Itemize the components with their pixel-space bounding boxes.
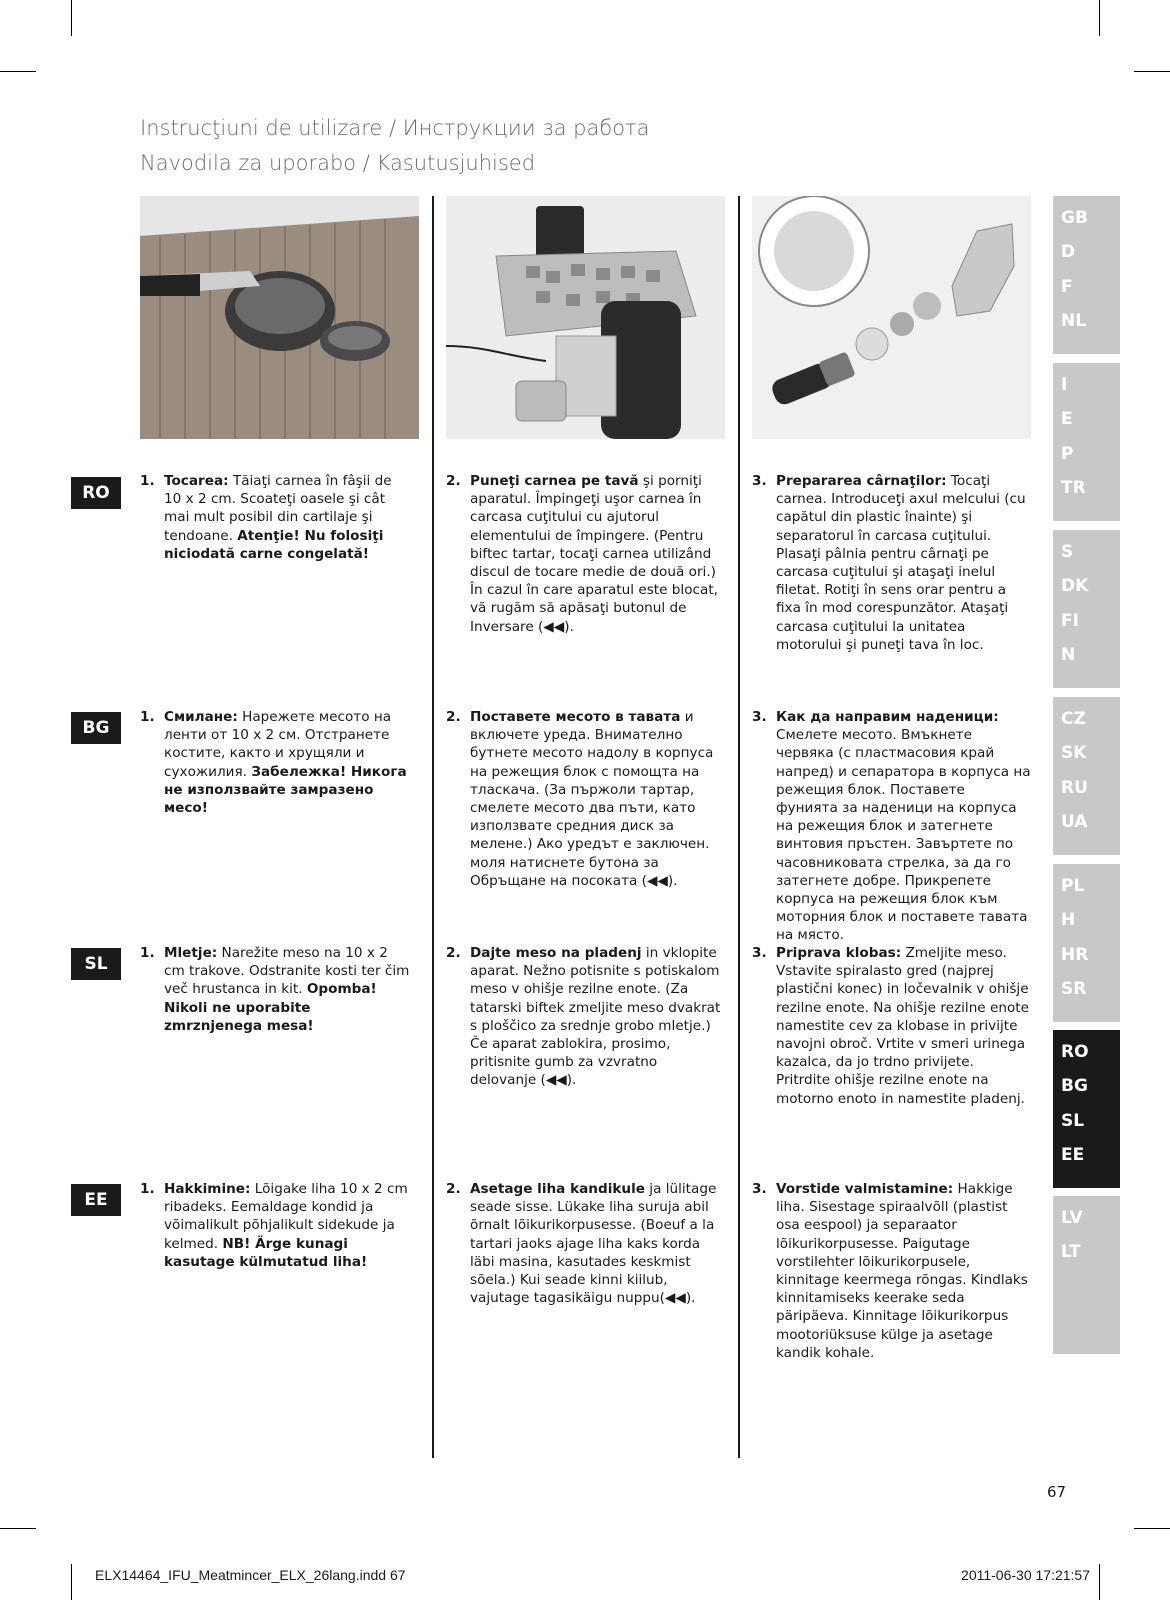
step-heading: Смилане: — [164, 709, 238, 725]
step-number: 2. — [446, 473, 461, 489]
lang-tab[interactable]: F — [1061, 276, 1073, 297]
step-text: Нарежете месото на ленти от 10 х 2 см. Отстранете костите, както и хрущяли и сухожилия. — [164, 709, 392, 780]
footer-filename: ELX14464_IFU_Meatmincer_ELX_26lang.indd 67 — [95, 1567, 406, 1583]
step-number: 2. — [446, 709, 461, 725]
crop-mark — [1099, 0, 1100, 36]
lang-tab-active[interactable]: SL — [1061, 1110, 1085, 1131]
lang-tab[interactable]: SK — [1061, 743, 1087, 764]
lang-tab[interactable]: TR — [1061, 477, 1086, 498]
step-text: Tocaţi carnea. Introduceţi axul melcului (cu capătul din plastic înainte) şi separatorul în carcasa cuţitului. Plasaţi pâlnia pentru cârnaţi pe carcasa cuţitului şi ataşaţi inelul filetat. Rotiţi în sens orar pentru a fixa în mod corespunzător. Ataşaţi carcasa cuţitului la unitatea motorului şi puneţi tava în loc. — [776, 473, 1026, 653]
crop-mark — [71, 0, 72, 36]
crop-mark — [0, 1528, 36, 1529]
step-bg-1 — [140, 708, 412, 817]
step-number: 2. — [446, 945, 461, 961]
lang-tab[interactable]: SR — [1061, 978, 1087, 999]
section-lang-badge-ee: EE — [71, 1184, 121, 1216]
step-ro-2 — [446, 472, 725, 636]
column-divider — [738, 196, 740, 1458]
step-number: 3. — [752, 709, 767, 725]
cutting-board-meat-illustration — [140, 196, 419, 439]
step-heading: Hakkimine: — [164, 1181, 251, 1197]
step-text: Zmeljite meso. Vstavite spiralasto gred (najprej plastični konec) in ločevalnik v ohišje rezilne enote. Na ohišje rezilne enote namestite cev za klobase in privijte navojni obroč. Vrtite v smeri urinega kazalca, da jo trdno privijete. Pritrdite ohišje rezilne enote na motorno enoto in namestite pladenj. — [776, 945, 1029, 1107]
lang-tab-group — [1053, 1196, 1120, 1354]
lang-tab[interactable]: P — [1061, 443, 1074, 464]
step-text: ja lülitage seade sisse. Lükake liha suruja abil õrnalt lõikurikorpusesse. (Boeuf a la tartari jaoks ajage liha kaks korda läbi masina, kasutades keskmist sõela.) Kui seade kinni kiilub, vajutage tagasikäigu nuppu(◀◀). — [470, 1181, 717, 1307]
step-heading: Dajte meso na pladenj — [470, 945, 642, 961]
crop-mark — [1134, 1528, 1170, 1529]
lang-tab[interactable]: NL — [1061, 310, 1087, 331]
step-number: 3. — [752, 1181, 767, 1197]
step-number: 1. — [140, 945, 155, 961]
step-text: Tăiaţi carnea în fâşii de 10 x 2 cm. Scoateţi oasele şi cât mai mult posibil din cartilaje şi tendoane. — [164, 473, 392, 544]
step-number: 1. — [140, 1181, 155, 1197]
step-heading: Поставете месото в тавата — [470, 709, 681, 725]
step-warning: NB! Ärge kunagi kasutage külmutatud liha! — [164, 1235, 368, 1270]
step-number: 1. — [140, 709, 155, 725]
step-text: şi porniţi aparatul. Împingeţi uşor carnea în carcasa cuţitului cu ajutorul elementului de împingere. (Pentru biftec tartar, tocaţi carnea utilizând discul de tocare medie de două ori.) În cazul în care aparatul este blocat, vă rugăm să apăsaţi butonul de Inversare (◀◀). — [470, 473, 718, 635]
lang-tab-active[interactable]: BG — [1061, 1076, 1088, 1097]
crop-mark — [1099, 1564, 1100, 1600]
step-heading: Tocarea: — [164, 473, 229, 489]
lang-tab[interactable]: N — [1061, 644, 1076, 665]
lang-tab-group — [1053, 864, 1120, 1022]
step-text: Hakkige liha. Sisestage spiraalvõll (plastist osa eespool) ja separaator lõikurikorpusesse. Paigutage vorstilehter lõikurikorpusele, kinnitage keermega rõngas. Kindlaks kinnitamiseks keerake seda päripäeva. Kinnitage lõikurikorpus mootoriüksuse külge ja asetage kandik kohale. — [776, 1181, 1028, 1361]
lang-tab[interactable]: S — [1061, 542, 1074, 562]
lang-tab[interactable]: RU — [1061, 777, 1088, 798]
step-ee-1 — [140, 1180, 412, 1271]
page-title-line-1: Instrucţiuni de utilizare / Инструкции за работа — [140, 116, 650, 140]
section-lang-badge-sl: SL — [71, 948, 121, 980]
lang-tab-group — [1053, 530, 1120, 688]
step-heading: Asetage liha kandikule — [470, 1181, 645, 1197]
step-sl-2 — [446, 944, 725, 1090]
lang-tab-group-active — [1053, 1030, 1120, 1188]
step-bg-3 — [752, 708, 1031, 945]
lang-tab[interactable]: FI — [1061, 610, 1079, 631]
sausage-attachment-parts-illustration — [752, 196, 1031, 439]
step-ee-2 — [446, 1180, 725, 1307]
step-text: in vklopite aparat. Nežno potisnite s potiskalom meso v ohišje rezilne enote. (Za tatarski biftek zmeljite meso dvakrat s ploščico za srednje grobo mletje.) Če aparat zablokira, prosimo, pritisnite gumb za vzvratno delovanje (◀◀). — [470, 945, 721, 1089]
step-warning: Забележка! Никога не използвайте замразено месо! — [164, 763, 407, 817]
lang-tab[interactable]: UA — [1061, 811, 1088, 832]
meat-mincer-with-tray-illustration — [446, 196, 725, 439]
lang-tab[interactable]: I — [1061, 375, 1068, 395]
step-number: 3. — [752, 473, 767, 489]
step-warning: Atenţie! Nu folosiţi niciodată carne congelată! — [164, 527, 384, 562]
section-lang-badge-ro: RO — [71, 477, 121, 509]
lang-tab[interactable]: DK — [1061, 576, 1089, 597]
lang-tab[interactable]: D — [1061, 242, 1076, 263]
step-heading: Puneţi carnea pe tavă — [470, 473, 639, 489]
lang-tab-group — [1053, 196, 1120, 354]
lang-tab[interactable]: H — [1061, 910, 1076, 931]
lang-tab[interactable]: E — [1061, 409, 1073, 430]
step-heading: Priprava klobas: — [776, 945, 902, 961]
lang-tab[interactable]: CZ — [1061, 709, 1086, 729]
step-text: Narežite meso na 10 x 2 cm trakove. Odstranite kosti ter čim več hrustanca in kit. — [164, 945, 410, 998]
crop-mark — [0, 71, 36, 72]
step-number: 1. — [140, 473, 155, 489]
step-text: Lõigake liha 10 x 2 cm ribadeks. Eemaldage kondid ja võimalikult põhjalikult sidekude ja kelmed. — [164, 1181, 408, 1252]
page-number: 67 — [1047, 1483, 1067, 1501]
step-heading: Vorstide valmistamine: — [776, 1181, 954, 1197]
lang-tab[interactable]: HR — [1061, 944, 1089, 965]
section-lang-badge-bg: BG — [71, 712, 121, 744]
lang-tab-active[interactable]: EE — [1061, 1144, 1085, 1165]
lang-tab[interactable]: GB — [1061, 208, 1088, 228]
step-heading: Как да направим наденици: — [776, 709, 999, 725]
step-ee-3 — [752, 1180, 1031, 1362]
step-text: и включете уреда. Внимателно бутнете месото надолу в корпуса на режещия блок с помощта на тласкача. (За пържоли тартар, смелете месото два пъти, като използвате средния диск за мелене.) Ако уредът е заключен. моля натиснете бутона за Обръщане на посоката (◀◀). — [470, 709, 714, 889]
step-ro-3 — [752, 472, 1031, 654]
step-text: Смелете месото. Вмъкнете червяка (с пластмасовия край напред) и сепаратора в корпуса на режещия блок. Поставете фунията за наденици на корпуса на режещия блок и затегнете винтовия пръстен. Завъртете по часовниковата стрелка, за да го затегнете добре. Прикрепете корпуса на режещия блок към моторния блок и поставете тавата на място. — [776, 727, 1031, 944]
lang-tab-group — [1053, 363, 1120, 521]
step-number: 2. — [446, 1181, 461, 1197]
step-number: 3. — [752, 945, 767, 961]
column-divider — [432, 196, 434, 1458]
crop-mark — [1134, 71, 1170, 72]
lang-tab[interactable]: LT — [1061, 1242, 1081, 1263]
lang-tab[interactable]: PL — [1061, 876, 1085, 896]
page-title-line-2: Navodila za uporabo / Kasutusjuhised — [140, 151, 536, 175]
step-ro-1 — [140, 472, 412, 563]
step-sl-3 — [752, 944, 1031, 1108]
lang-tab-group — [1053, 697, 1120, 855]
step-heading: Mletje: — [164, 945, 218, 961]
step-heading: Prepararea cârnaţilor: — [776, 473, 947, 489]
step-warning: Opomba! Nikoli ne uporabite zmrznjenega mesa! — [164, 981, 377, 1034]
lang-tab-active[interactable]: RO — [1061, 1042, 1089, 1062]
lang-tab[interactable]: LV — [1061, 1208, 1083, 1228]
crop-mark — [71, 1564, 72, 1600]
step-bg-2 — [446, 708, 725, 890]
step-sl-1 — [140, 944, 412, 1035]
footer-datetime: 2011-06-30 17:21:57 — [961, 1567, 1090, 1583]
